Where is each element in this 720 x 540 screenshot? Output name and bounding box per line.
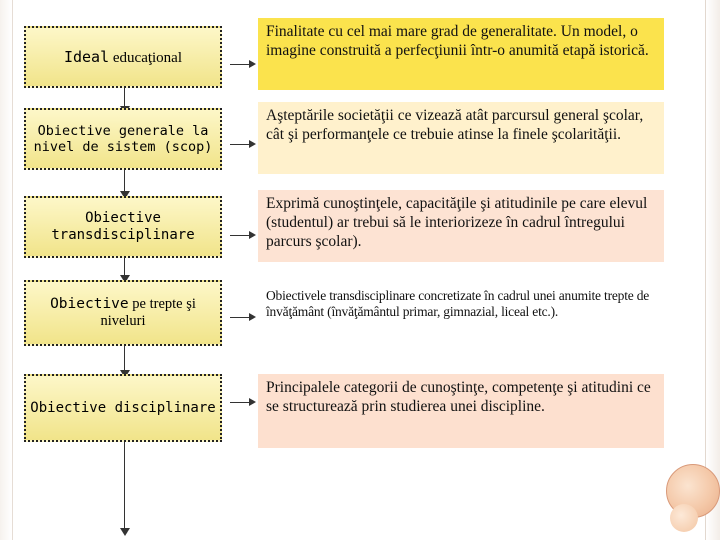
level-box-stages-levels	[24, 280, 222, 346]
description-box-ideal	[258, 18, 664, 90]
connector-line-3	[124, 258, 125, 276]
description-box-disciplinary	[258, 374, 664, 448]
arrow-right-2	[230, 144, 250, 145]
level-label-prefix: Ideal	[63, 47, 110, 66]
arrow-right-1	[230, 64, 250, 65]
description-text: Obiectivele transdisciplinare concretizate în cadrul unei anumite trepte de învăţământ (învăţământul primar, gimnazial, liceal etc.).	[266, 288, 650, 320]
connector-line-1	[124, 88, 125, 108]
description-text: Principalele categorii de cunoştinţe, competenţe şi atitudini ce se structurează prin studierea unei discipline.	[266, 379, 651, 415]
description-box-stages-levels	[258, 283, 664, 347]
decorative-circle-small	[670, 504, 698, 532]
level-box-label	[26, 296, 220, 331]
arrow-right-4	[230, 317, 250, 318]
description-text: Exprimă cunoştinţele, capacităţile şi atitudinile pe care elevul (studentul) ar trebui să le interiorizeze în cadrul întregului parcurs şcolar).	[266, 195, 648, 250]
level-box-label: Obiective transdisciplinare	[51, 210, 195, 243]
level-box-label	[64, 48, 182, 67]
left-frame-border	[0, 0, 13, 540]
level-box-general-objectives	[24, 108, 222, 170]
level-label-rest: educaţional	[109, 49, 183, 66]
level-box-disciplinary	[24, 374, 222, 442]
level-box-ideal	[24, 26, 222, 88]
level-box-label: Obiective disciplinare	[30, 399, 216, 416]
arrow-right-5	[230, 402, 250, 403]
level-box-transdisciplinary	[24, 196, 222, 258]
arrow-down-5	[120, 528, 130, 536]
description-text: Aşteptările societăţii ce vizează atât parcursul general şcolar, cât şi performanţele ce trebuie atinse la finele şcolarităţii.	[266, 107, 644, 143]
description-box-transdisciplinary	[258, 190, 664, 262]
connector-line-5	[124, 442, 125, 530]
description-text: Finalitate cu cel mai mare grad de generalitate. Un model, o imagine construită a perfecţiunii într-o anumită etapă istorică.	[266, 23, 649, 59]
right-frame-border	[705, 0, 720, 540]
connector-line-2	[124, 170, 125, 192]
arrow-right-3	[230, 235, 250, 236]
level-label-prefix: Obiective	[50, 295, 129, 312]
description-box-general-objectives	[258, 102, 664, 174]
connector-line-4	[124, 346, 125, 371]
level-label-rest: pe trepte şi niveluri	[100, 295, 196, 329]
level-box-label: Obiective generale la nivel de sistem (scop)	[33, 122, 213, 155]
